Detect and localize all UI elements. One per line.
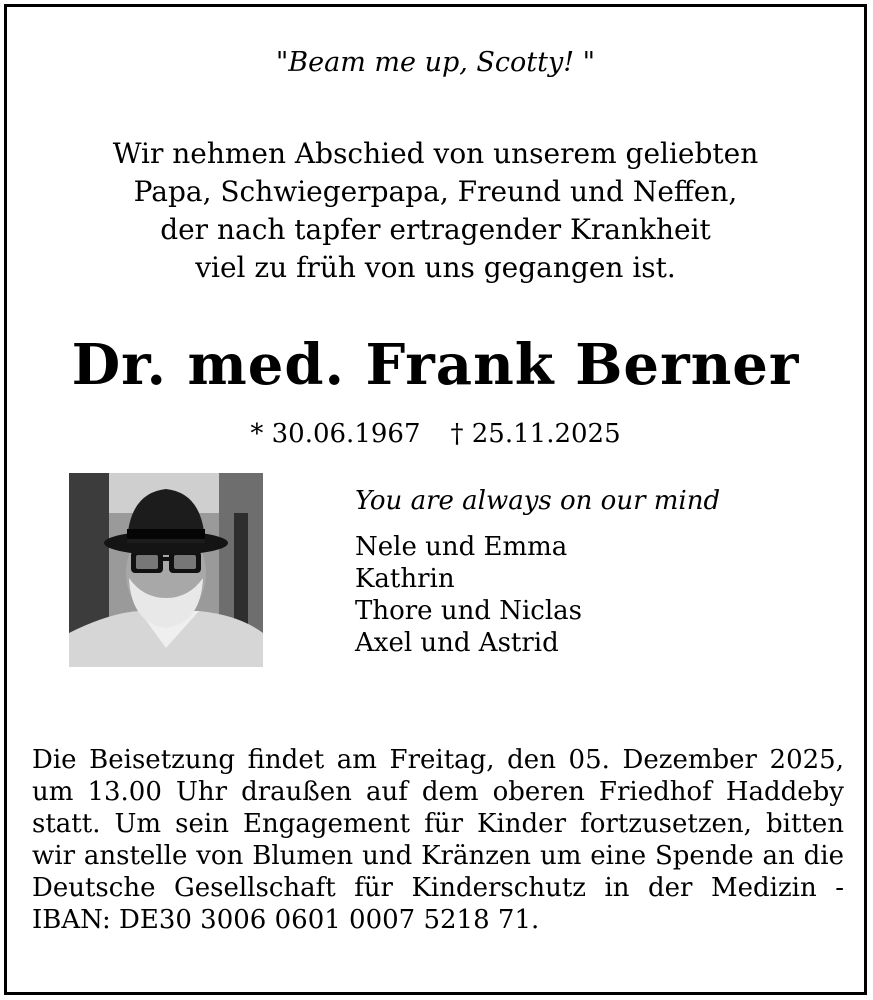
portrait-photo <box>69 473 263 667</box>
funeral-notice: Die Beisetzung findet am Freitag, den 05. Dezember 2025, um 13.00 Uhr draußen auf dem oberen Friedhof Haddeby statt. Um sein Engagement für Kinder fortzusetzen, bitten wir anstelle von Blumen und Kränzen um eine Spende an die Deutsche Gesellschaft für Kinderschutz in der Medizin - IBAN: DE30 3006 0601 0007 5218 71. <box>32 745 844 935</box>
mourner-name: Axel und Astrid <box>355 628 559 658</box>
mourners-quote: You are always on our mind <box>355 486 721 516</box>
deceased-name: Dr. med. Frank Berner <box>71 332 800 398</box>
mourners-block <box>355 485 720 659</box>
intro-line: viel zu früh von uns gegangen ist. <box>195 251 676 284</box>
intro-line: Wir nehmen Abschied von unserem geliebten <box>112 137 759 170</box>
portrait-illustration <box>69 473 263 667</box>
intro-text <box>7 135 864 287</box>
intro-line: der nach tapfer ertragender Krankheit <box>160 213 711 246</box>
mourner-name: Kathrin <box>355 564 455 594</box>
mourner-name: Nele und Emma <box>355 532 568 562</box>
motto-quote: "Beam me up, Scotty! " <box>275 47 596 78</box>
life-dates <box>7 419 864 449</box>
death-date: † 25.11.2025 <box>450 419 621 449</box>
obituary-frame <box>4 4 867 995</box>
birth-date: * 30.06.1967 <box>250 419 421 449</box>
intro-line: Papa, Schwiegerpapa, Freund und Neffen, <box>133 175 738 208</box>
mourner-name: Thore und Niclas <box>355 596 583 626</box>
